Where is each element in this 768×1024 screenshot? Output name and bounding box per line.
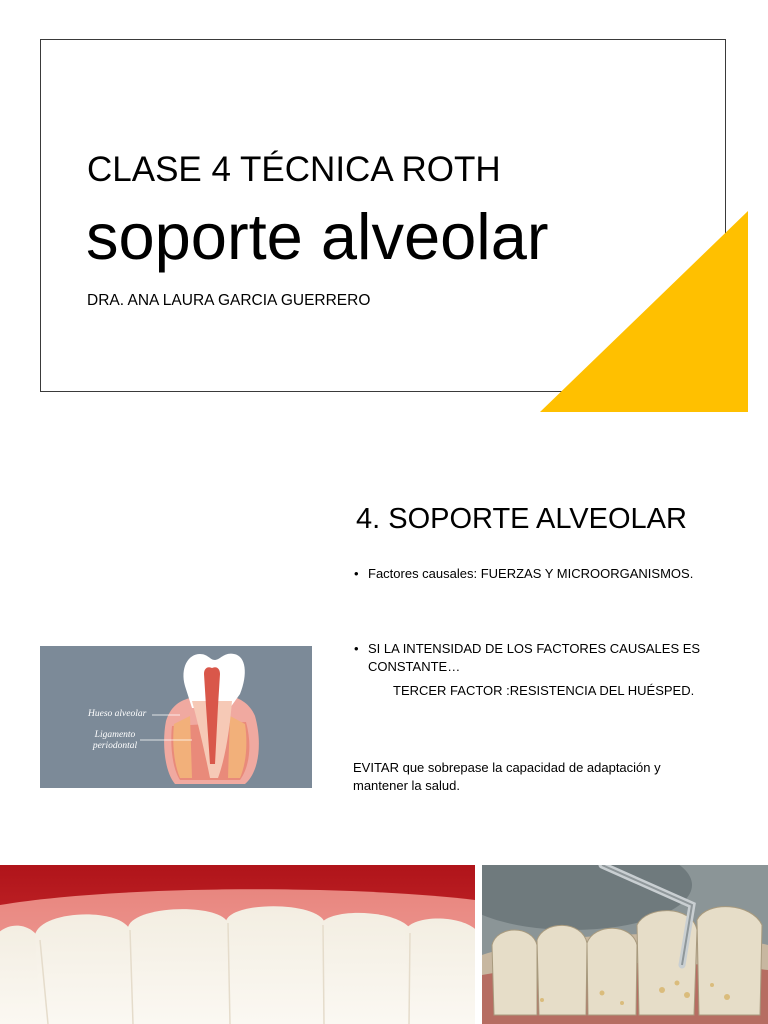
bullet-dot: • <box>354 566 359 581</box>
label-ligamento-periodontal: Ligamento periodontal <box>92 730 138 751</box>
bullet-text: Factores causales: FUERZAS Y MICROORGANISMOS. <box>368 566 694 581</box>
teeth-closeup-photo <box>0 865 475 1024</box>
title-slide <box>0 0 768 440</box>
tooth-anatomy-diagram <box>40 646 312 788</box>
bullet-sub-text: TERCER FACTOR :RESISTENCIA DEL HUÉSPED. <box>393 683 695 698</box>
slide-title: soporte alveolar <box>86 200 549 273</box>
accent-triangle <box>540 211 748 412</box>
slide-author: DRA. ANA LAURA GARCIA GUERRERO <box>87 292 371 309</box>
bullet-factores <box>354 565 694 583</box>
bullet-intensidad <box>354 640 718 676</box>
dental-scaler-illustration <box>482 865 768 1024</box>
bullet-dot: • <box>354 641 359 656</box>
section-heading: 4. SOPORTE ALVEOLAR <box>356 503 687 535</box>
label-hueso-alveolar: Hueso alveolar <box>88 709 147 719</box>
slide-kicker: CLASE 4 TÉCNICA ROTH <box>87 150 501 189</box>
tooth-illustration <box>40 646 312 788</box>
closing-note: EVITAR que sobrepase la capacidad de adaptación y mantener la salud. <box>353 760 661 793</box>
bullet-text: SI LA INTENSIDAD DE LOS FACTORES CAUSALES ES CONSTANTE… <box>368 641 701 674</box>
